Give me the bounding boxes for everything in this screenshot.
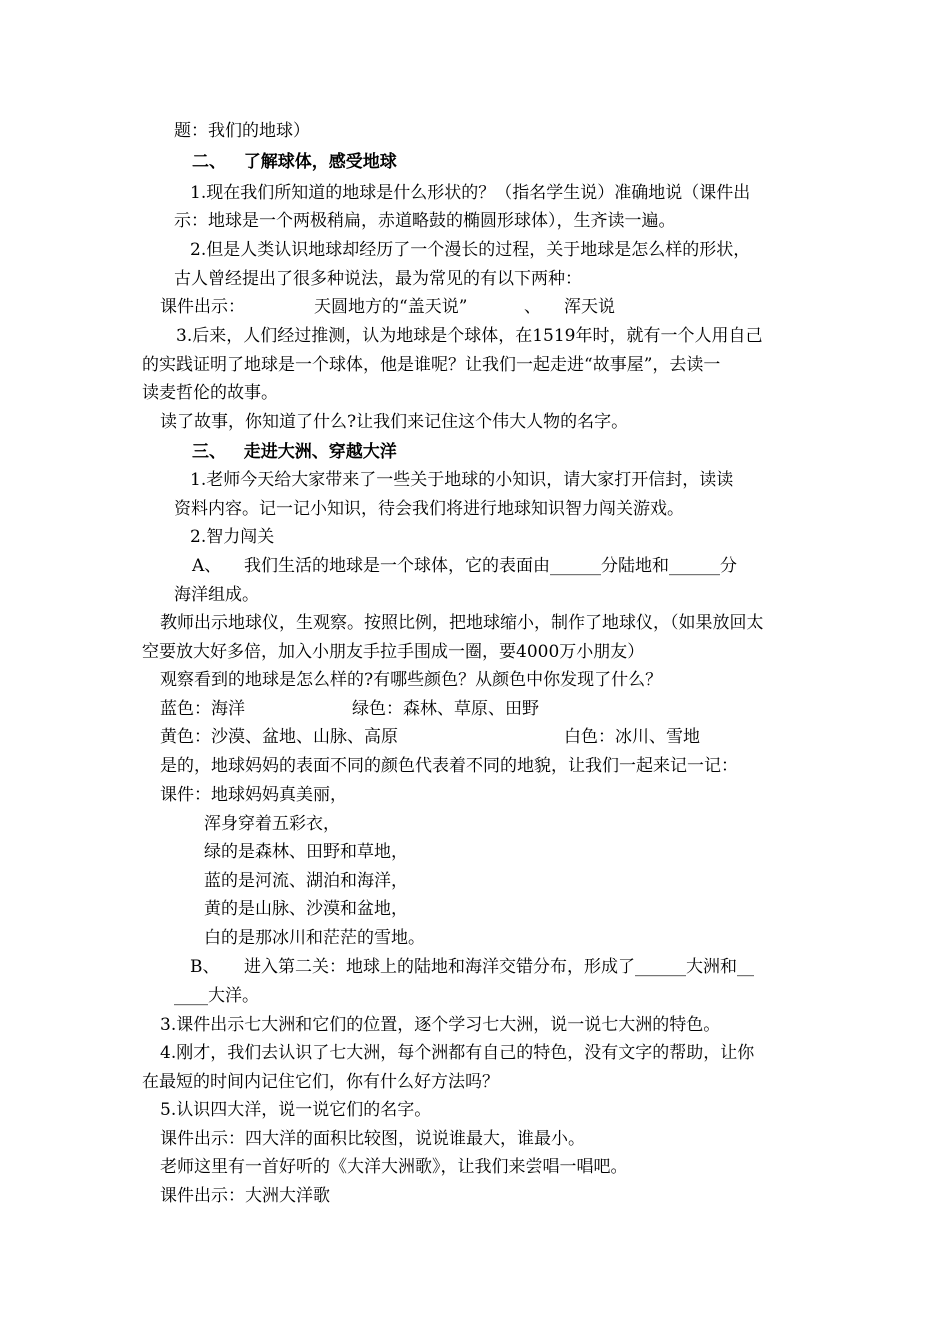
text-line: 课件出示： [160, 297, 245, 317]
text-line: 4.刚才，我们去认识了七大洲，每个洲都有自己的特色，没有文字的帮助，让你 [160, 1043, 755, 1063]
text-line: 海洋组成。 [174, 585, 259, 605]
text-line: A、 [192, 556, 222, 576]
text-line: 老师这里有一首好听的《大洋大洲歌》，让我们来尝唱一唱吧。 [160, 1157, 628, 1177]
text-line: 空要放大好多倍，加入小朋友手拉手围成一圈，要4000万小朋友） [142, 642, 645, 662]
text-line: 教师出示地球仪，生观察。按照比例，把地球缩小，制作了地球仪，（如果放回太 [160, 613, 764, 633]
text-line: 黄色：沙漠、盆地、山脉、高原 [160, 727, 398, 747]
text-line: 天圆地方的“盖天说” [314, 297, 468, 317]
text-line: 蓝色：海洋 [160, 699, 245, 719]
text-line: 进入第二关：地球上的陆地和海洋交错分布，形成了______大洲和__ [244, 957, 754, 977]
text-line: 2.但是人类认识地球却经历了一个漫长的过程，关于地球是怎么样的形状， [190, 240, 751, 260]
section-heading-3: 三、 走进大洲、穿越大洋 [192, 442, 397, 462]
text-line: 的实践证明了地球是一个球体，他是谁呢？让我们一起走进“故事屋”，去读一 [142, 355, 721, 375]
poem-line: 黄的是山脉、沙漠和盆地， [204, 899, 408, 919]
text-line: 我们生活的地球是一个球体，它的表面由______分陆地和______分 [244, 556, 737, 576]
poem-line: 蓝的是河流、湖泊和海洋， [204, 871, 408, 891]
text-line: 2.智力闯关 [190, 527, 275, 547]
text-line: 课件出示：大洲大洋歌 [160, 1186, 330, 1206]
text-line: 题：我们的地球） [174, 121, 310, 141]
text-line: 读麦哲伦的故事。 [142, 383, 278, 403]
text-line: 绿色：森林、草原、田野 [352, 699, 539, 719]
poem-line: 绿的是森林、田野和草地， [204, 842, 408, 862]
text-line: 、 [524, 297, 541, 317]
text-line: ____大洋。 [174, 986, 259, 1006]
text-line: 3.课件出示七大洲和它们的位置，逐个学习七大洲，说一说七大洲的特色。 [160, 1015, 721, 1035]
text-line: 1.现在我们所知道的地球是什么形状的？（指名学生说）准确地说（课件出 [190, 183, 751, 203]
text-line: 3.后来，人们经过推测，认为地球是个球体，在1519年时，就有一个人用自己 [176, 326, 763, 346]
poem-line: 白的是那冰川和茫茫的雪地。 [204, 928, 425, 948]
text-line: 是的，地球妈妈的表面不同的颜色代表着不同的地貌，让我们一起来记一记： [160, 756, 738, 776]
text-line: 示：地球是一个两极稍扁，赤道略鼓的椭圆形球体），生齐读一遍。 [174, 211, 676, 231]
text-line: 白色：冰川、雪地 [564, 727, 700, 747]
text-line: 浑天说 [564, 297, 615, 317]
text-line: 课件：地球妈妈真美丽， [160, 785, 347, 805]
text-line: B、 [190, 957, 220, 977]
text-line: 资料内容。记一记小知识，待会我们将进行地球知识智力闯关游戏。 [174, 499, 684, 519]
text-line: 课件出示：四大洋的面积比较图，说说谁最大，谁最小。 [160, 1129, 585, 1149]
text-line: 5.认识四大洋，说一说它们的名字。 [160, 1100, 432, 1120]
section-heading-2: 二、 了解球体，感受地球 [192, 152, 397, 172]
text-line: 古人曾经提出了很多种说法，最为常见的有以下两种： [174, 269, 582, 289]
text-line: 观察看到的地球是怎么样的?有哪些颜色？从颜色中你发现了什么？ [160, 670, 663, 690]
poem-line: 浑身穿着五彩衣， [204, 814, 340, 834]
text-line: 在最短的时间内记住它们，你有什么好方法吗？ [142, 1072, 499, 1092]
text-line: 读了故事，你知道了什么?让我们来记住这个伟大人物的名字。 [160, 412, 629, 432]
text-line: 1.老师今天给大家带来了一些关于地球的小知识，请大家打开信封，读读 [190, 470, 734, 490]
